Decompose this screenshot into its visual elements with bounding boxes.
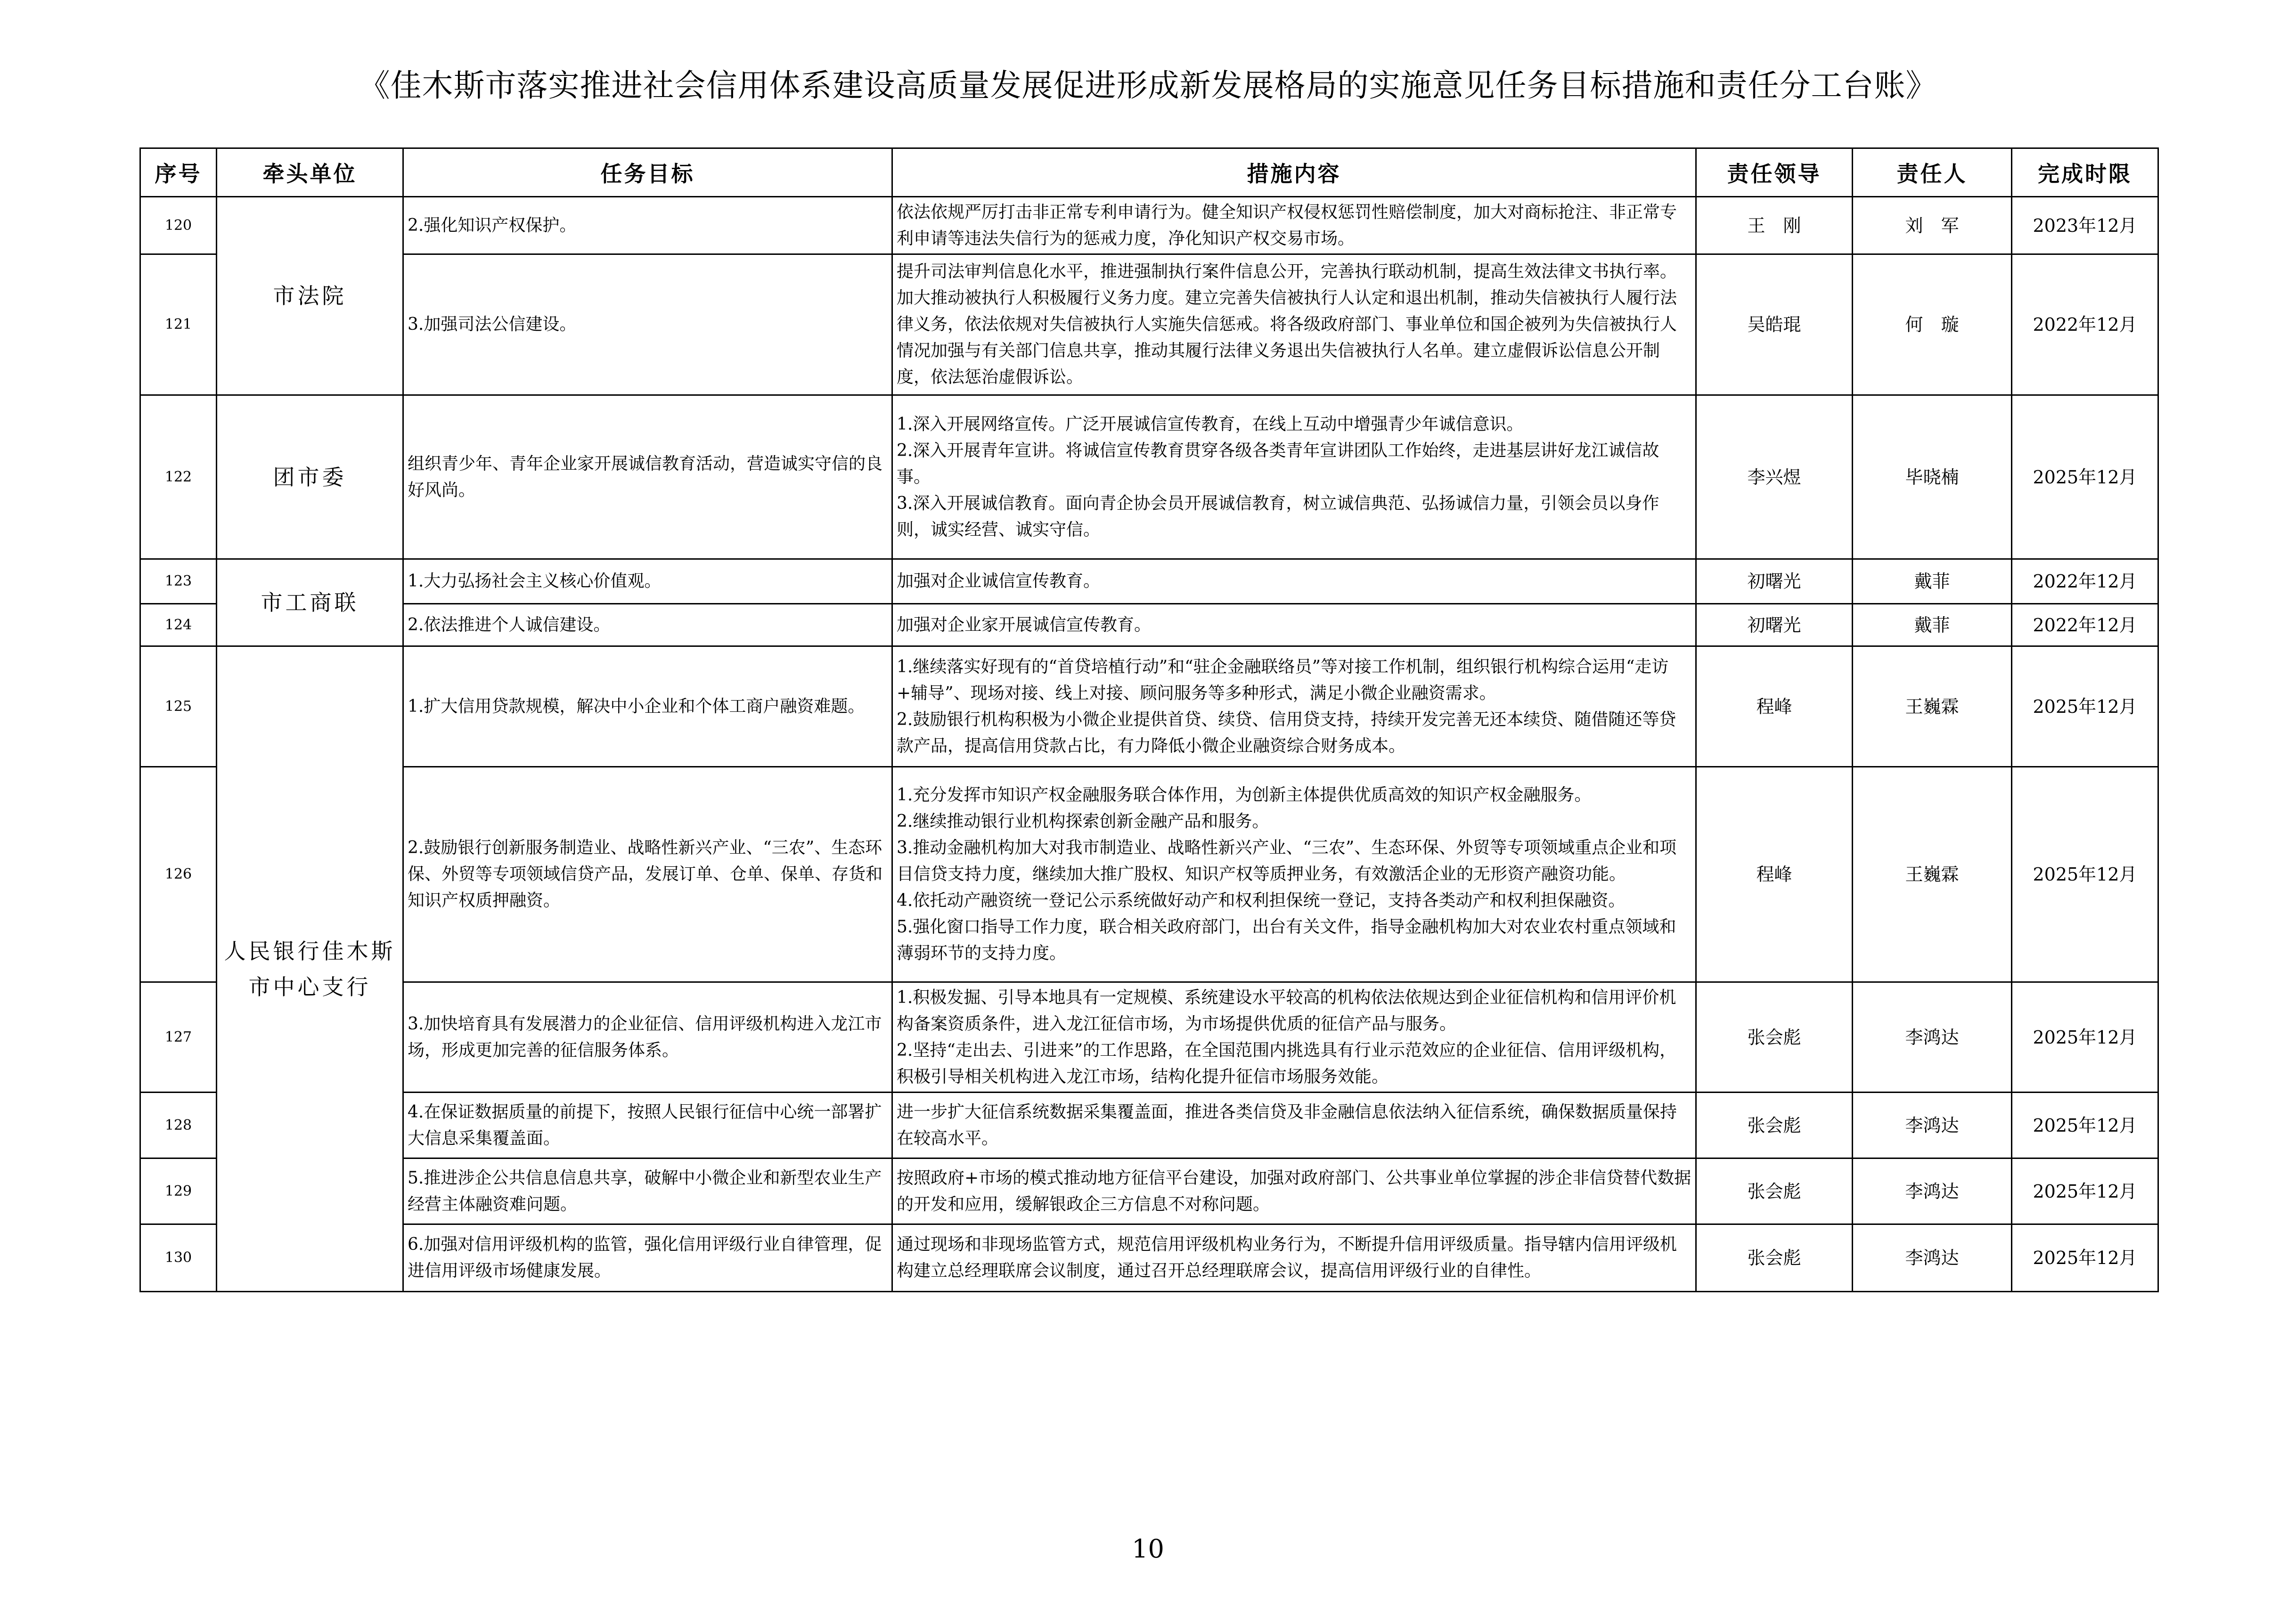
- table-row: [140, 646, 2158, 767]
- responsible-person: 李鸿达: [1853, 982, 2012, 1093]
- table-row: [140, 1093, 2158, 1158]
- header-row: [140, 148, 2158, 197]
- header-task-goal: 任务目标: [403, 148, 892, 197]
- header-lead-unit: 牵头单位: [217, 148, 403, 197]
- lead-unit: 市工商联: [217, 559, 403, 646]
- measure-content: 加强对企业诚信宣传教育。: [892, 559, 1696, 604]
- row-number: 127: [140, 982, 217, 1093]
- responsible-person: 王巍霖: [1853, 767, 2012, 982]
- measure-content: 按照政府+市场的模式推动地方征信平台建设，加强对政府部门、公共事业单位掌握的涉企非信贷替代数据的开发和应用，缓解银政企三方信息不对称问题。: [892, 1158, 1696, 1224]
- task-goal: 1.扩大信用贷款规模，解决中小企业和个体工商户融资难题。: [403, 646, 892, 767]
- responsible-person: 毕晓楠: [1853, 395, 2012, 559]
- task-goal: 5.推进涉企公共信息信息共享，破解中小微企业和新型农业生产经营主体融资难问题。: [403, 1158, 892, 1224]
- page-number: 10: [1132, 1534, 1164, 1564]
- task-goal: 4.在保证数据质量的前提下，按照人民银行征信中心统一部署扩大信息采集覆盖面。: [403, 1093, 892, 1158]
- row-number: 122: [140, 395, 217, 559]
- responsible-leader: 初曙光: [1696, 604, 1853, 646]
- row-number: 126: [140, 767, 217, 982]
- responsible-person: 李鸿达: [1853, 1224, 2012, 1292]
- task-goal: 2.依法推进个人诚信建设。: [403, 604, 892, 646]
- measure-content: 加强对企业家开展诚信宣传教育。: [892, 604, 1696, 646]
- responsible-person: 李鸿达: [1853, 1093, 2012, 1158]
- table-row: [140, 197, 2158, 254]
- measure-content: 依法依规严厉打击非正常专利申请行为。健全知识产权侵权惩罚性赔偿制度，加大对商标抢注、非正常专利申请等违法失信行为的惩戒力度，净化知识产权交易市场。: [892, 197, 1696, 254]
- task-goal: 1.大力弘扬社会主义核心价值观。: [403, 559, 892, 604]
- row-number: 123: [140, 559, 217, 604]
- measure-content: 进一步扩大征信系统数据采集覆盖面，推进各类信贷及非金融信息依法纳入征信系统，确保数据质量保持在较高水平。: [892, 1093, 1696, 1158]
- deadline: 2023年12月: [2012, 197, 2158, 254]
- responsible-leader: 初曙光: [1696, 559, 1853, 604]
- deadline: 2025年12月: [2012, 1224, 2158, 1292]
- table-row: [140, 254, 2158, 395]
- task-goal: 2.强化知识产权保护。: [403, 197, 892, 254]
- measure-content: 1.深入开展网络宣传。广泛开展诚信宣传教育，在线上互动中增强青少年诚信意识。 2.深入开展青年宣讲。将诚信宣传教育贯穿各级各类青年宣讲团队工作始终，走进基层讲好龙江诚信故事。 3.深入开展诚信教育。面向青企协会员开展诚信教育，树立诚信典范、弘扬诚信力量，引领会员以身作则，诚实经营、诚实守信。: [892, 395, 1696, 559]
- responsible-leader: 王 刚: [1696, 197, 1853, 254]
- row-number: 120: [140, 197, 217, 254]
- deadline: 2025年12月: [2012, 1158, 2158, 1224]
- responsible-leader: 程峰: [1696, 646, 1853, 767]
- measure-content: 通过现场和非现场监管方式，规范信用评级机构业务行为，不断提升信用评级质量。指导辖内信用评级机构建立总经理联席会议制度，通过召开总经理联席会议，提高信用评级行业的自律性。: [892, 1224, 1696, 1292]
- header-seq: 序号: [140, 148, 217, 197]
- task-goal: 组织青少年、青年企业家开展诚信教育活动，营造诚实守信的良好风尚。: [403, 395, 892, 559]
- measure-content: 1.充分发挥市知识产权金融服务联合体作用，为创新主体提供优质高效的知识产权金融服务。 2.继续推动银行业机构探索创新金融产品和服务。 3.推动金融机构加大对我市制造业、战略性新兴产业、“三农”、生态环保、外贸等专项领域重点企业和项目信贷支持力度，继续加大推广股权、知识产权等质押业务，有效激活企业的无形资产融资功能。 4.依托动产融资统一登记公示系统做好动产和权利担保统一登记，支持各类动产和权利担保融资。 5.强化窗口指导工作力度，联合相关政府部门，出台有关文件，指导金融机构加大对农业农村重点领域和薄弱环节的支持力度。: [892, 767, 1696, 982]
- header-person: 责任人: [1853, 148, 2012, 197]
- header-measures: 措施内容: [892, 148, 1696, 197]
- task-goal: 6.加强对信用评级机构的监管，强化信用评级行业自律管理，促进信用评级市场健康发展。: [403, 1224, 892, 1292]
- row-number: 124: [140, 604, 217, 646]
- task-goal: 3.加快培育具有发展潜力的企业征信、信用评级机构进入龙江市场，形成更加完善的征信服务体系。: [403, 982, 892, 1093]
- header-leader: 责任领导: [1696, 148, 1853, 197]
- row-number: 130: [140, 1224, 217, 1292]
- responsible-person: 何 璇: [1853, 254, 2012, 395]
- measure-content: 1.继续落实好现有的“首贷培植行动”和“驻企金融联络员”等对接工作机制，组织银行机构综合运用“走访+辅导”、现场对接、线上对接、顾问服务等多种形式，满足小微企业融资需求。 2.鼓励银行机构积极为小微企业提供首贷、续贷、信用贷支持，持续开发完善无还本续贷、随借随还等贷款产品，提高信用贷款占比，有力降低小微企业融资综合财务成本。: [892, 646, 1696, 767]
- responsible-leader: 吴皓琨: [1696, 254, 1853, 395]
- row-number: 121: [140, 254, 217, 395]
- responsible-leader: 张会彪: [1696, 1093, 1853, 1158]
- responsible-leader: 张会彪: [1696, 1224, 1853, 1292]
- table-row: [140, 395, 2158, 559]
- deadline: 2022年12月: [2012, 559, 2158, 604]
- deadline: 2025年12月: [2012, 767, 2158, 982]
- deadline: 2022年12月: [2012, 254, 2158, 395]
- responsible-leader: 张会彪: [1696, 982, 1853, 1093]
- responsible-person: 刘 军: [1853, 197, 2012, 254]
- responsible-person: 戴菲: [1853, 559, 2012, 604]
- task-table: [139, 147, 2159, 1292]
- responsible-leader: 程峰: [1696, 767, 1853, 982]
- deadline: 2025年12月: [2012, 395, 2158, 559]
- responsible-person: 戴菲: [1853, 604, 2012, 646]
- deadline: 2022年12月: [2012, 604, 2158, 646]
- responsible-person: 李鸿达: [1853, 1158, 2012, 1224]
- lead-unit: 人民银行佳木斯市中心支行: [217, 646, 403, 1292]
- table-row: [140, 767, 2158, 982]
- table-row: [140, 1158, 2158, 1224]
- page-title: 《佳木斯市落实推进社会信用体系建设高质量发展促进形成新发展格局的实施意见任务目标措施和责任分工台账》: [359, 67, 1937, 104]
- table-row: [140, 982, 2158, 1093]
- responsible-leader: 张会彪: [1696, 1158, 1853, 1224]
- lead-unit: 团市委: [217, 395, 403, 559]
- task-goal: 3.加强司法公信建设。: [403, 254, 892, 395]
- lead-unit: 市法院: [217, 197, 403, 395]
- measure-content: 1.积极发掘、引导本地具有一定规模、系统建设水平较高的机构依法依规达到企业征信机构和信用评价机构备案资质条件，进入龙江征信市场，为市场提供优质的征信产品与服务。 2.坚持“走出去、引进来”的工作思路，在全国范围内挑选具有行业示范效应的企业征信、信用评级机构，积极引导相关机构进入龙江市场，结构化提升征信市场服务效能。: [892, 982, 1696, 1093]
- deadline: 2025年12月: [2012, 982, 2158, 1093]
- responsible-person: 王巍霖: [1853, 646, 2012, 767]
- table-row: [140, 559, 2158, 604]
- row-number: 129: [140, 1158, 217, 1224]
- task-goal: 2.鼓励银行创新服务制造业、战略性新兴产业、“三农”、生态环保、外贸等专项领域信贷产品，发展订单、仓单、保单、存货和知识产权质押融资。: [403, 767, 892, 982]
- measure-content: 提升司法审判信息化水平，推进强制执行案件信息公开，完善执行联动机制，提高生效法律文书执行率。加大推动被执行人积极履行义务力度。建立完善失信被执行人认定和退出机制，推动失信被执行人履行法律义务，依法依规对失信被执行人实施失信惩戒。将各级政府部门、事业单位和国企被列为失信被执行人情况加强与有关部门信息共享，推动其履行法律义务退出失信被执行人名单。建立虚假诉讼信息公开制度，依法惩治虚假诉讼。: [892, 254, 1696, 395]
- header-deadline: 完成时限: [2012, 148, 2158, 197]
- row-number: 128: [140, 1093, 217, 1158]
- row-number: 125: [140, 646, 217, 767]
- deadline: 2025年12月: [2012, 646, 2158, 767]
- deadline: 2025年12月: [2012, 1093, 2158, 1158]
- responsible-leader: 李兴煜: [1696, 395, 1853, 559]
- table-row: [140, 604, 2158, 646]
- table-row: [140, 1224, 2158, 1292]
